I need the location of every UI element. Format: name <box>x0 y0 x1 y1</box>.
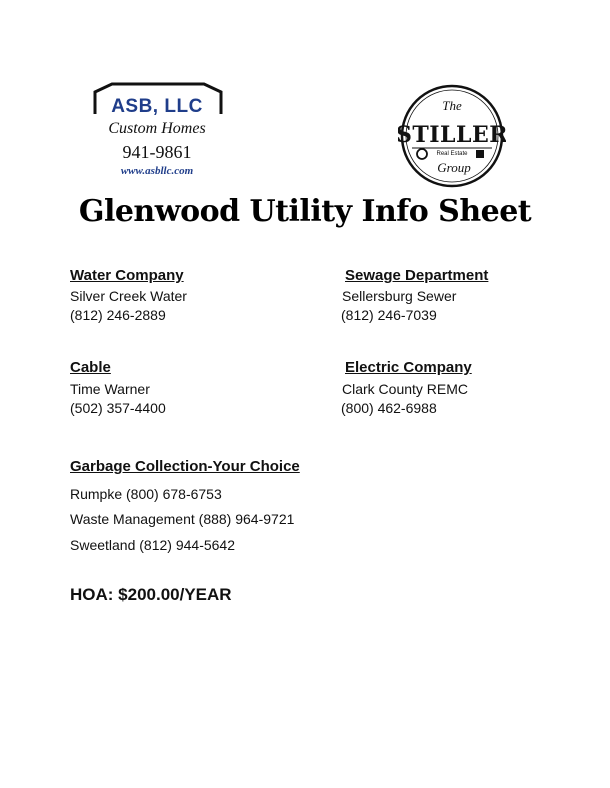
stiller-top-text: The <box>442 98 462 113</box>
stiller-badge-icon <box>398 84 506 188</box>
water-provider: Silver Creek Water <box>70 288 187 304</box>
asb-logo <box>92 82 227 182</box>
water-heading: Water Company <box>70 267 184 284</box>
electric-provider: Clark County REMC <box>342 381 469 397</box>
electric-heading: Electric Company <box>345 359 472 376</box>
garbage-option: Rumpke (800) 678-6753 <box>70 486 222 502</box>
asb-logo-phone: 941-9861 <box>122 142 192 162</box>
garbage-option: Waste Management (888) 964-9721 <box>70 511 295 527</box>
cable-phone: (502) 357-4400 <box>70 400 166 416</box>
cable-provider: Time Warner <box>70 381 150 397</box>
garbage-heading: Garbage Collection-Your Choice <box>70 458 300 475</box>
asb-logo-tagline: Custom Homes <box>108 120 206 137</box>
key-icon <box>417 149 427 159</box>
sewage-provider: Sellersburg Sewer <box>342 288 457 304</box>
electric-phone: (800) 462-6988 <box>341 400 437 416</box>
water-phone: (812) 246-2889 <box>70 307 166 323</box>
stiller-bottom-text: Group <box>437 160 471 175</box>
sewage-heading: Sewage Department <box>345 267 489 284</box>
asb-logo-name: ASB, LLC <box>111 96 203 117</box>
hoa-fee: HOA: $200.00/YEAR <box>70 585 232 604</box>
cable-heading: Cable <box>70 359 111 376</box>
stiller-small-text: Real Estate <box>436 151 468 157</box>
page-title: Glenwood Utility Info Sheet <box>78 194 532 229</box>
asb-logo-url: www.asbllc.com <box>120 165 194 177</box>
stiller-name-text: STILLER <box>398 122 506 148</box>
garbage-option: Sweetland (812) 944-5642 <box>70 537 236 553</box>
sewage-phone: (812) 246-7039 <box>341 307 437 323</box>
stiller-logo <box>398 84 506 188</box>
